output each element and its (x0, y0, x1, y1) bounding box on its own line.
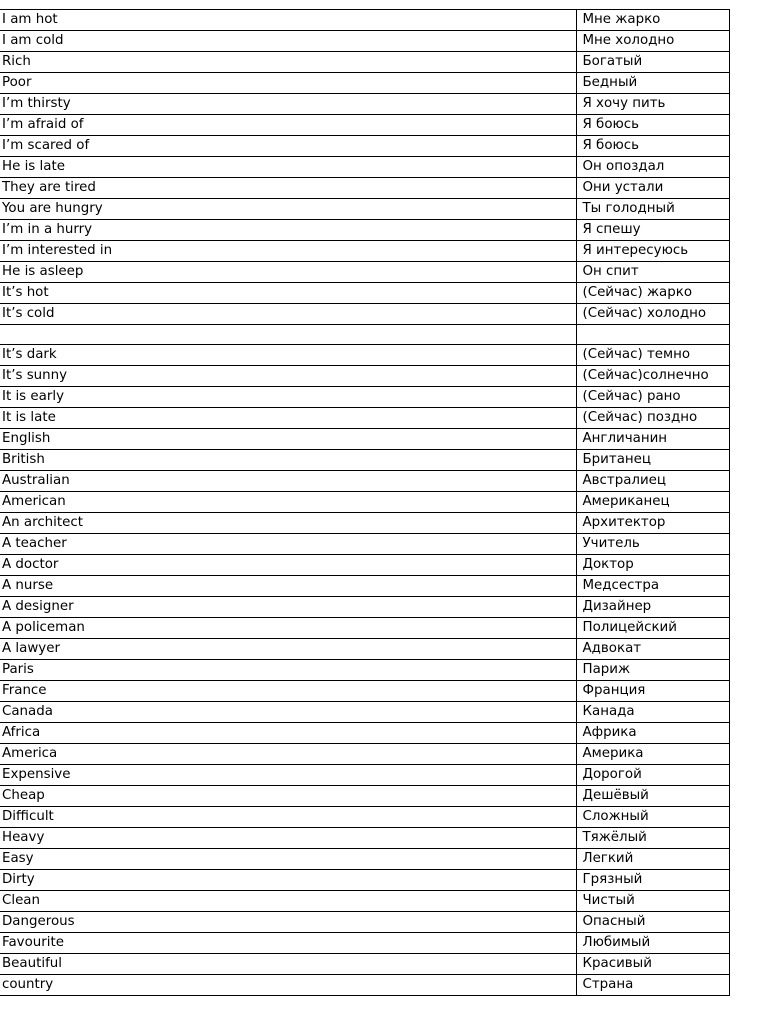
russian-translation-cell: Англичанин (576, 429, 729, 450)
table-row (0, 933, 729, 954)
table-row (0, 199, 729, 220)
english-term-cell: Africa (0, 723, 576, 744)
russian-translation-cell: (Сейчас) холодно (576, 304, 729, 325)
table-row (0, 702, 729, 723)
table-row (0, 429, 729, 450)
english-term-cell: Rich (0, 52, 576, 73)
english-term-cell: I’m afraid of (0, 115, 576, 136)
english-term-cell: It is early (0, 387, 576, 408)
russian-translation-cell: Дорогой (576, 765, 729, 786)
english-term-cell: He is asleep (0, 262, 576, 283)
english-term-cell: It is late (0, 408, 576, 429)
english-term-cell: Dangerous (0, 912, 576, 933)
russian-translation-cell: Архитектор (576, 513, 729, 534)
table-row (0, 31, 729, 52)
english-term-cell: Heavy (0, 828, 576, 849)
english-term-cell: Cheap (0, 786, 576, 807)
english-term-cell: English (0, 429, 576, 450)
table-row (0, 807, 729, 828)
english-term-cell: Clean (0, 891, 576, 912)
english-term-cell: A nurse (0, 576, 576, 597)
russian-translation-cell: (Сейчас) темно (576, 345, 729, 366)
russian-translation-cell: Мне холодно (576, 31, 729, 52)
russian-translation-cell: Франция (576, 681, 729, 702)
english-term-cell: I’m interested in (0, 241, 576, 262)
russian-translation-cell: Дешёвый (576, 786, 729, 807)
table-row (0, 912, 729, 933)
table-row (0, 660, 729, 681)
russian-translation-cell: Америка (576, 744, 729, 765)
english-term-cell: He is late (0, 157, 576, 178)
russian-translation-cell: Медсестра (576, 576, 729, 597)
english-term-cell (0, 325, 576, 345)
table-row (0, 576, 729, 597)
russian-translation-cell: Бедный (576, 73, 729, 94)
table-row (0, 325, 729, 345)
table-row (0, 870, 729, 891)
english-term-cell: British (0, 450, 576, 471)
russian-translation-cell: Я боюсь (576, 115, 729, 136)
english-term-cell: It’s cold (0, 304, 576, 325)
english-term-cell: Favourite (0, 933, 576, 954)
russian-translation-cell: Чистый (576, 891, 729, 912)
russian-translation-cell: Грязный (576, 870, 729, 891)
russian-translation-cell: Любимый (576, 933, 729, 954)
english-term-cell: I am hot (0, 10, 576, 31)
table-row (0, 471, 729, 492)
english-term-cell: An architect (0, 513, 576, 534)
table-row (0, 220, 729, 241)
russian-translation-cell: Американец (576, 492, 729, 513)
table-row (0, 786, 729, 807)
table-row (0, 241, 729, 262)
russian-translation-cell: Полицейский (576, 618, 729, 639)
table-row (0, 136, 729, 157)
table-row (0, 618, 729, 639)
table-row (0, 975, 729, 996)
english-term-cell: Paris (0, 660, 576, 681)
english-term-cell: A lawyer (0, 639, 576, 660)
russian-translation-cell: Мне жарко (576, 10, 729, 31)
table-row (0, 555, 729, 576)
table-row (0, 744, 729, 765)
vocabulary-table-body (0, 10, 729, 996)
russian-translation-cell: Ты голодный (576, 199, 729, 220)
english-term-cell: Difficult (0, 807, 576, 828)
russian-translation-cell: Я интересуюсь (576, 241, 729, 262)
vocabulary-sheet (0, 9, 729, 996)
russian-translation-cell: Они устали (576, 178, 729, 199)
english-term-cell: Australian (0, 471, 576, 492)
russian-translation-cell: Британец (576, 450, 729, 471)
table-row (0, 345, 729, 366)
table-row (0, 262, 729, 283)
english-term-cell: It’s hot (0, 283, 576, 304)
russian-translation-cell: Учитель (576, 534, 729, 555)
english-term-cell: A doctor (0, 555, 576, 576)
russian-translation-cell: Тяжёлый (576, 828, 729, 849)
table-row (0, 157, 729, 178)
russian-translation-cell: (Сейчас) рано (576, 387, 729, 408)
table-row (0, 597, 729, 618)
russian-translation-cell: Я хочу пить (576, 94, 729, 115)
table-row (0, 765, 729, 786)
english-term-cell: I’m thirsty (0, 94, 576, 115)
table-row (0, 492, 729, 513)
english-term-cell: I’m in a hurry (0, 220, 576, 241)
russian-translation-cell: Он спит (576, 262, 729, 283)
russian-translation-cell: (Сейчас)солнечно (576, 366, 729, 387)
english-term-cell: Poor (0, 73, 576, 94)
english-term-cell: France (0, 681, 576, 702)
english-term-cell: You are hungry (0, 199, 576, 220)
english-term-cell: It’s dark (0, 345, 576, 366)
table-row (0, 94, 729, 115)
russian-translation-cell: Доктор (576, 555, 729, 576)
table-row (0, 366, 729, 387)
table-row (0, 828, 729, 849)
russian-translation-cell: Я спешу (576, 220, 729, 241)
table-row (0, 723, 729, 744)
table-row (0, 304, 729, 325)
table-row (0, 283, 729, 304)
english-term-cell: Easy (0, 849, 576, 870)
english-term-cell: A policeman (0, 618, 576, 639)
english-term-cell: country (0, 975, 576, 996)
russian-translation-cell: (Сейчас) поздно (576, 408, 729, 429)
table-row (0, 534, 729, 555)
english-term-cell: Expensive (0, 765, 576, 786)
table-row (0, 52, 729, 73)
english-term-cell: I am cold (0, 31, 576, 52)
russian-translation-cell: Австралиец (576, 471, 729, 492)
russian-translation-cell: Сложный (576, 807, 729, 828)
table-row (0, 849, 729, 870)
table-row (0, 954, 729, 975)
english-term-cell: Dirty (0, 870, 576, 891)
table-row (0, 513, 729, 534)
english-term-cell: A teacher (0, 534, 576, 555)
english-term-cell: I’m scared of (0, 136, 576, 157)
vocabulary-table (0, 9, 730, 996)
table-row (0, 639, 729, 660)
table-row (0, 178, 729, 199)
russian-translation-cell: Страна (576, 975, 729, 996)
english-term-cell: A designer (0, 597, 576, 618)
russian-translation-cell: Он опоздал (576, 157, 729, 178)
russian-translation-cell: Дизайнер (576, 597, 729, 618)
table-row (0, 408, 729, 429)
russian-translation-cell: Африка (576, 723, 729, 744)
english-term-cell: America (0, 744, 576, 765)
table-row (0, 73, 729, 94)
russian-translation-cell: Канада (576, 702, 729, 723)
english-term-cell: American (0, 492, 576, 513)
table-row (0, 387, 729, 408)
table-row (0, 450, 729, 471)
russian-translation-cell: Красивый (576, 954, 729, 975)
english-term-cell: Canada (0, 702, 576, 723)
english-term-cell: They are tired (0, 178, 576, 199)
russian-translation-cell: (Сейчас) жарко (576, 283, 729, 304)
russian-translation-cell: Я боюсь (576, 136, 729, 157)
table-row (0, 681, 729, 702)
russian-translation-cell: Опасный (576, 912, 729, 933)
russian-translation-cell: Легкий (576, 849, 729, 870)
russian-translation-cell: Богатый (576, 52, 729, 73)
russian-translation-cell: Адвокат (576, 639, 729, 660)
russian-translation-cell (576, 325, 729, 345)
english-term-cell: It’s sunny (0, 366, 576, 387)
table-row (0, 10, 729, 31)
table-row (0, 891, 729, 912)
english-term-cell: Beautiful (0, 954, 576, 975)
russian-translation-cell: Париж (576, 660, 729, 681)
table-row (0, 115, 729, 136)
